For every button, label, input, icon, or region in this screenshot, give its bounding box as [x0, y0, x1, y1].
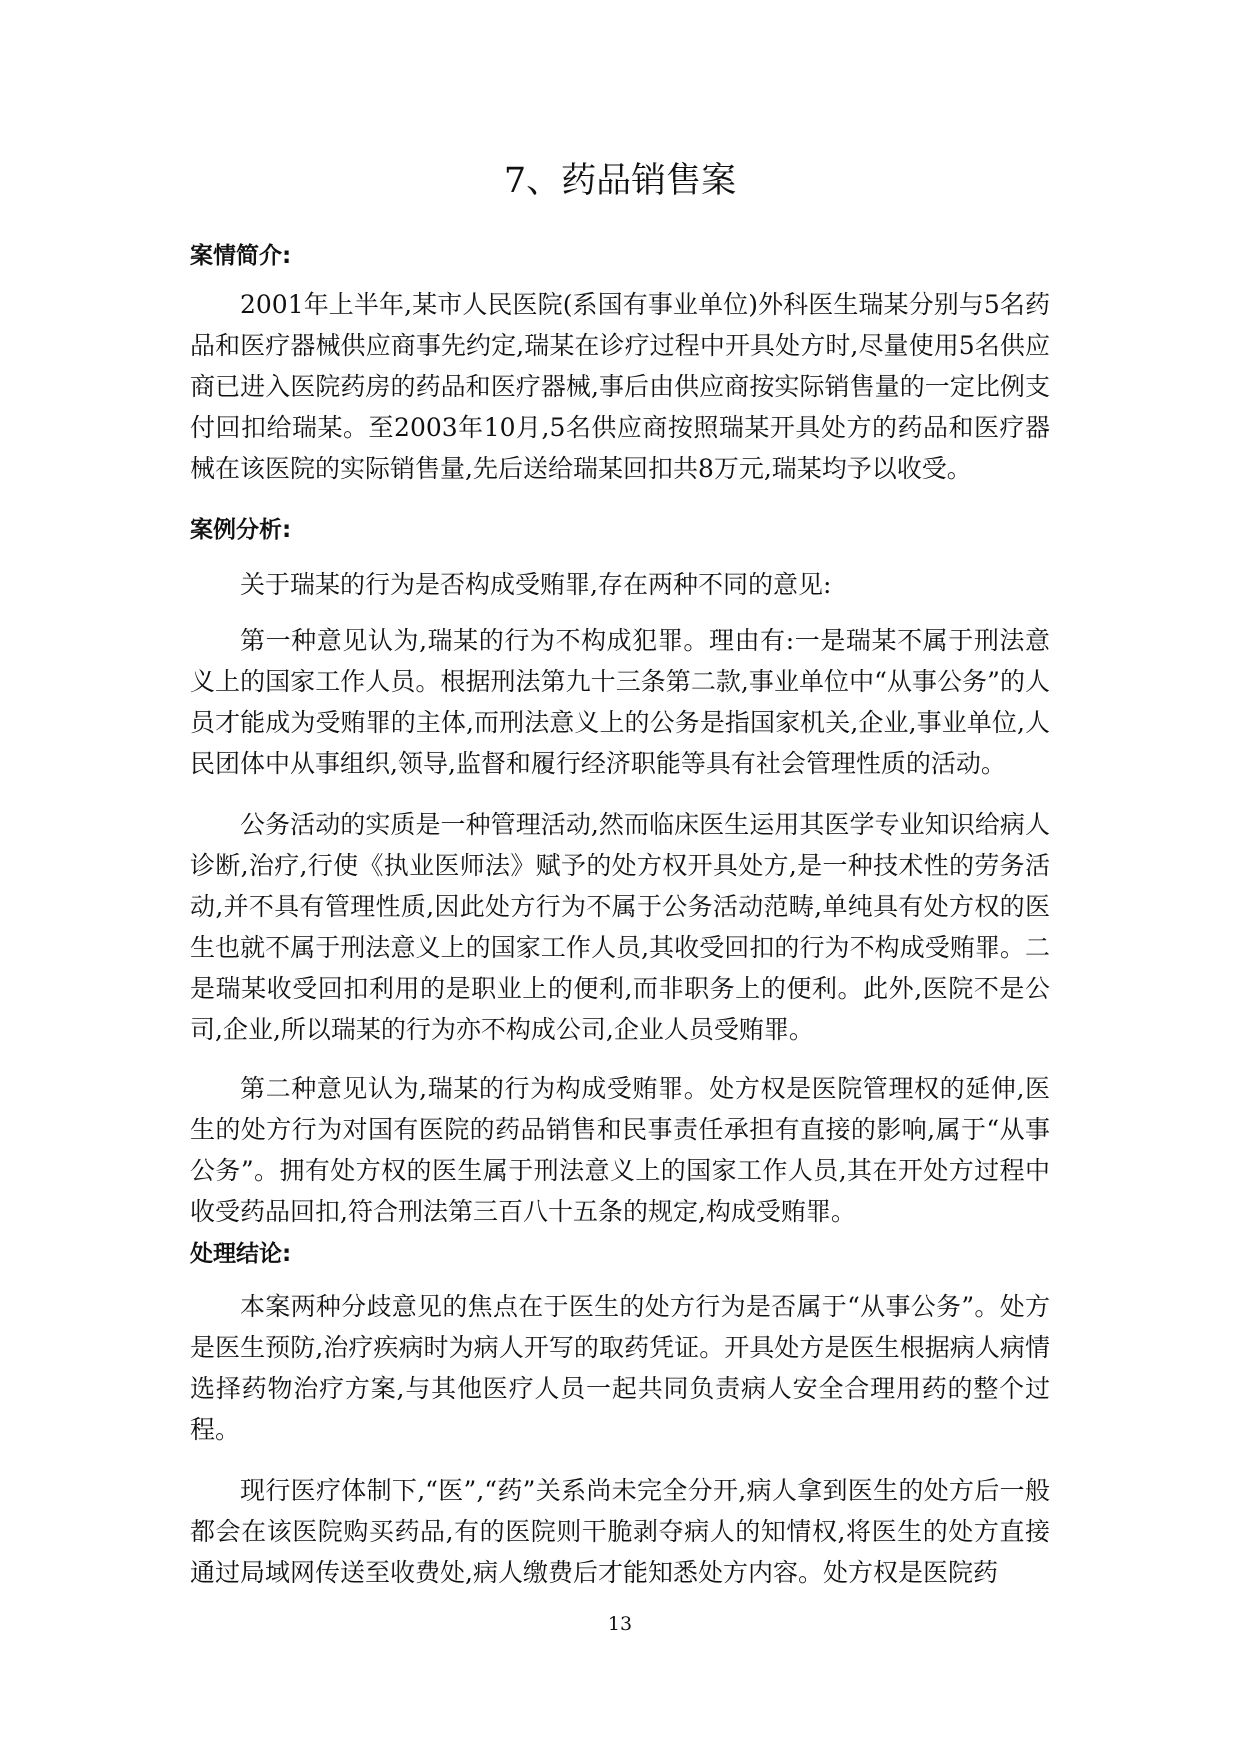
- paragraph-conclusion-focus: 本案两种分歧意见的焦点在于医生的处方行为是否属于“从事公务”。处方是医生预防,治疗疾病时为病人开写的取药凭证。开具处方是医生根据病人病情选择药物治疗方案,与其他医疗人员一起共同负责病人安全合理用药的整个过程。: [190, 1292, 1050, 1444]
- section-heading-case-summary: 案情简介:: [190, 243, 292, 269]
- paragraph-analysis-intro: 关于瑞某的行为是否构成受贿罪,存在两种不同的意见:: [240, 570, 832, 599]
- section-heading-case-analysis: 案例分析:: [190, 517, 292, 543]
- paragraph-case-summary: 2001年上半年,某市人民医院(系国有事业单位)外科医生瑞某分别与5名药品和医疗器械供应商事先约定,瑞某在诊疗过程中开具处方时,尽量使用5名供应商已进入医院药房的药品和医疗器械,事后由供应商按实际销售量的一定比例支付回扣给瑞某。至2003年10月,5名供应商按照瑞某开具处方的药品和医疗器械在该医院的实际销售量,先后送给瑞某回扣共8万元,瑞某均予以收受。: [190, 290, 1050, 483]
- page-number: 13: [607, 1613, 633, 1635]
- paragraph-first-opinion: 第一种意见认为,瑞某的行为不构成犯罪。理由有:一是瑞某不属于刑法意义上的国家工作人员。根据刑法第九十三条第二款,事业单位中“从事公务”的人员才能成为受贿罪的主体,而刑法意义上的公务是指国家机关,企业,事业单位,人民团体中从事组织,领导,监督和履行经济职能等具有社会管理性质的活动。: [190, 626, 1050, 778]
- page-title: 7、药品销售案: [503, 161, 737, 201]
- paragraph-medical-system: 现行医疗体制下,“医”,“药”关系尚未完全分开,病人拿到医生的处方后一般都会在该医院购买药品,有的医院则干脆剥夺病人的知情权,将医生的处方直接通过局域网传送至收费处,病人缴费后才能知悉处方内容。处方权是医院药: [190, 1476, 1050, 1587]
- paragraph-second-opinion: 第二种意见认为,瑞某的行为构成受贿罪。处方权是医院管理权的延伸,医生的处方行为对国有医院的药品销售和民事责任承担有直接的影响,属于“从事公务”。拥有处方权的医生属于刑法意义上的国家工作人员,其在开处方过程中收受药品回扣,符合刑法第三百八十五条的规定,构成受贿罪。: [190, 1074, 1050, 1226]
- paragraph-public-duty: 公务活动的实质是一种管理活动,然而临床医生运用其医学专业知识给病人诊断,治疗,行使《执业医师法》赋予的处方权开具处方,是一种技术性的劳务活动,并不具有管理性质,因此处方行为不属于公务活动范畴,单纯具有处方权的医生也就不属于刑法意义上的国家工作人员,其收受回扣的行为不构成受贿罪。二是瑞某收受回扣利用的是职业上的便利,而非职务上的便利。此外,医院不是公司,企业,所以瑞某的行为亦不构成公司,企业人员受贿罪。: [190, 810, 1050, 1044]
- section-heading-conclusion: 处理结论:: [190, 1241, 292, 1267]
